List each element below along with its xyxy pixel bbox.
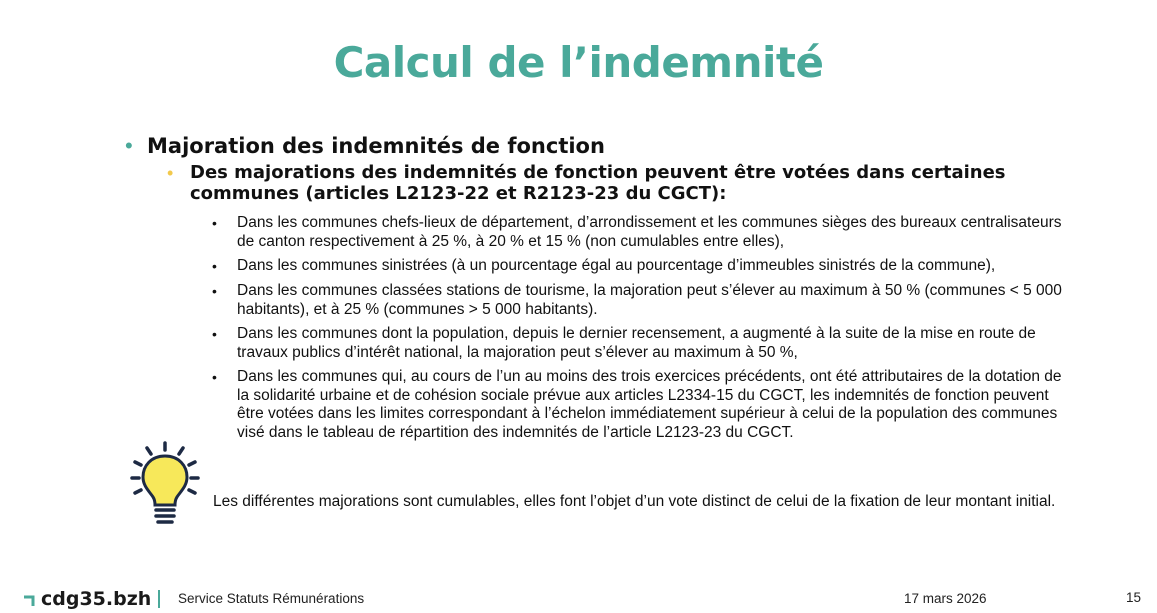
level1-text: Majoration des indemnités de fonction [147, 134, 605, 158]
list-item-text: Dans les communes dont la population, depuis le dernier recensement, a augmenté à la suite de la mise en route de travaux publics d’intérêt national, la majoration peut s’élever au maximum à 50 %, [237, 325, 1036, 361]
level2-text: Des majorations des indemnités de fonction peuvent être votées dans certaines communes (articles L2123-22 et R2123-23 du CGCT): [190, 162, 1006, 204]
level3-bullet: • [212, 258, 217, 274]
footer [0, 586, 1157, 613]
footer-separator [158, 590, 160, 608]
logo-text: cdg35.bzh [41, 588, 152, 610]
list-item [210, 257, 1070, 276]
note-text: Les différentes majorations sont cumulables, elles font l’objet d’un vote distinct de celui de la fixation de leur montant initial. [213, 493, 1056, 510]
footer-service: Service Statuts Rémunérations [178, 591, 365, 606]
level3-list [210, 214, 1070, 448]
level3-bullet: • [212, 215, 217, 231]
level1-item [125, 131, 605, 161]
list-item-text: Dans les communes chefs-lieux de département, d’arrondissement et les communes sièges des bureaux centralisateurs de canton respectivement à 25 %, à 20 % et 15 % (non cumulables entre elles), [237, 214, 1062, 250]
list-item-text: Dans les communes qui, au cours de l’un au moins des trois exercices précédents, ont été attributaires de la dotation de la solidarité urbaine et de cohésion sociale prévue aux articles L2334-15 du CGCT, les indemnités de fonction peuvent être votées dans les limites correspondant à l’échelon immédiatement supérieur à celui de la population des communes visé dans le tableau de répartition des indemnités de l’article L2123-23 du CGCT. [237, 368, 1062, 441]
slide-title: Calcul de l’indemnité [333, 38, 824, 87]
level3-bullet: • [212, 326, 217, 342]
list-item [210, 214, 1070, 251]
level3-bullet: • [212, 369, 217, 385]
page-number: 15 [1126, 590, 1142, 605]
lightbulb-icon [127, 440, 203, 530]
list-item [210, 368, 1070, 442]
list-item [210, 325, 1070, 362]
list-item [210, 282, 1070, 319]
level2-item [167, 162, 1037, 204]
level2-bullet: • [167, 163, 174, 183]
footer-date: 17 mars 2026 [904, 591, 987, 606]
logo-mark-icon [22, 594, 36, 608]
list-item-text: Dans les communes classées stations de tourisme, la majoration peut s’élever au maximum à 50 % (communes < 5 000 habitants), et à 25 % (communes > 5 000 habitants). [237, 282, 1062, 318]
level1-bullet: • [125, 133, 133, 158]
cdg35-logo [22, 588, 151, 610]
level3-bullet: • [212, 283, 217, 299]
list-item-text: Dans les communes sinistrées (à un pourcentage égal au pourcentage d’immeubles sinistrés de la commune), [237, 257, 996, 274]
